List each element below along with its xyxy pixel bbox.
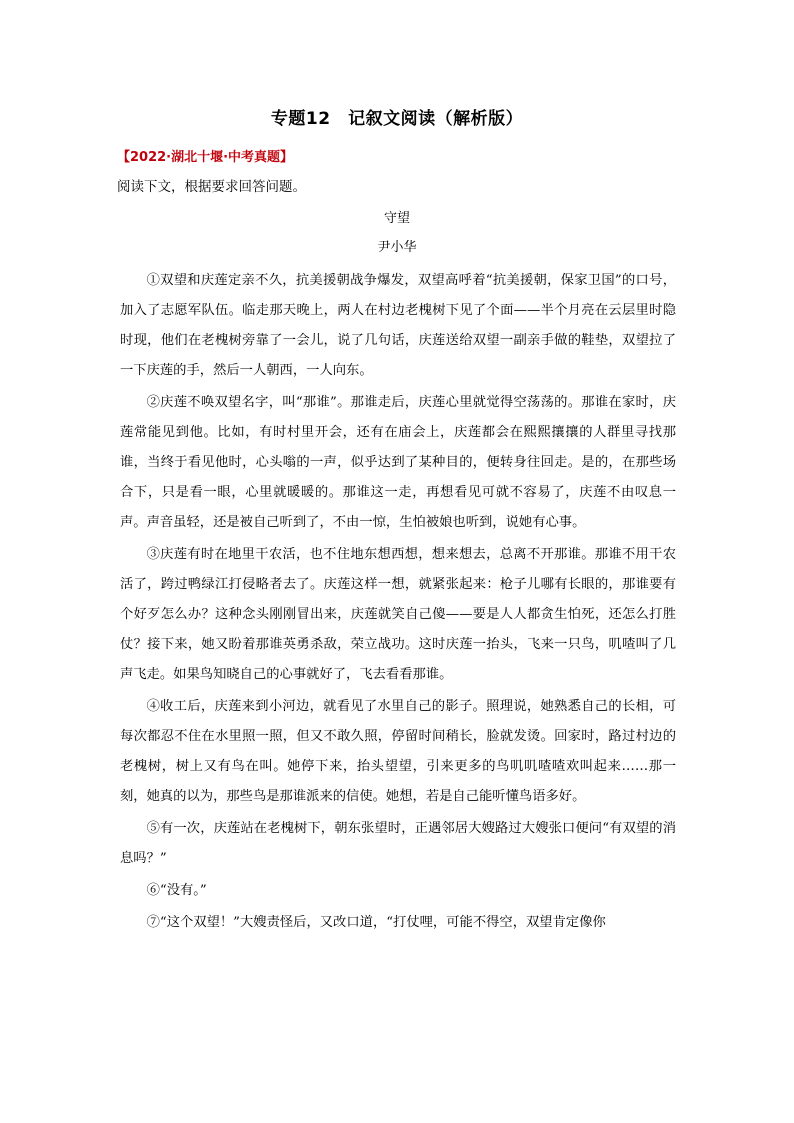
paragraph-5: ⑤有一次，庆莲站在老槐树下，朝东张望时，正遇邻居大嫂路过大嫂张口便问“有双望的消息吗？”	[120, 821, 676, 866]
story-author: 尹小华	[377, 240, 417, 255]
paragraph-7: ⑦“这个双望！”大嫂责怪后，又改口道，“打仗哩，可能不得空，双望肯定像你	[146, 915, 606, 930]
document-title: 专题12 记叙文阅读（解析版）	[270, 109, 524, 129]
paragraph-4: ④收工后，庆莲来到小河边，就看见了水里自己的影子。照理说，她熟悉自己的长相，可每次都忍不住在水里照一照，但又不敢久照，停留时间稍长，脸就发烫。回家时，路过村边的老槐树，树上又有鸟在叫。她停下来，抬头望望，引来更多的鸟叽叽喳喳欢叫起来……那一刻，她真的以为，那些鸟是那谁派来的信使。她想，若是自己能听懂鸟语多好。	[120, 699, 676, 804]
paragraph-2: ②庆莲不唤双望名字，叫“那谁”。那谁走后，庆莲心里就觉得空荡荡的。那谁在家时，庆莲常能见到他。比如，有时村里开会，还有在庙会上，庆莲都会在熙熙攘攘的人群里寻找那谁，当终于看见他时，心头嗡的一声，似乎达到了某种目的，便转身往回走。是的，在那些场合下，只是看一眼，心里就暖暖的。那谁这一走，再想看见可就不容易了，庆莲不由叹息一声。声音虽轻，还是被自己听到了，不由一惊，生怕被娘也听到，说她有心事。	[120, 395, 676, 530]
reading-instruction: 阅读下文，根据要求回答问题。	[117, 179, 306, 195]
story-body	[120, 266, 676, 940]
paragraph-6: ⑥“没有。”	[146, 883, 207, 898]
story-title: 守望	[383, 211, 410, 226]
paragraph-1: ①双望和庆莲定亲不久，抗美援朝战争爆发，双望高呼着“抗美援朝，保家卫国”的口号，加入了志愿军队伍。临走那天晚上，两人在村边老槐树下见了个面——半个月亮在云层里时隐时现，他们在老槐树旁靠了一会儿，说了几句话，庆莲送给双望一副亲手做的鞋垫，双望拉了一下庆莲的手，然后一人朝西，一人向东。	[120, 273, 676, 378]
exam-source-tag: 【2022·湖北十堰·中考真题】	[117, 150, 294, 165]
paragraph-3: ③庆莲有时在地里干农活，也不住地东想西想，想来想去，总离不开那谁。那谁不用干农活了，跨过鸭绿江打侵略者去了。庆莲这样一想，就紧张起来：枪子儿哪有长眼的，那谁要有个好歹怎么办？这种念头刚刚冒出来，庆莲就笑自己傻——要是人人都贪生怕死，还怎么打胜仗？接下来，她又盼着那谁英勇杀敌，荣立战功。这时庆莲一抬头，飞来一只鸟，叽喳叫了几声飞走。如果鸟知晓自己的心事就好了，飞去看看那谁。	[120, 547, 676, 682]
